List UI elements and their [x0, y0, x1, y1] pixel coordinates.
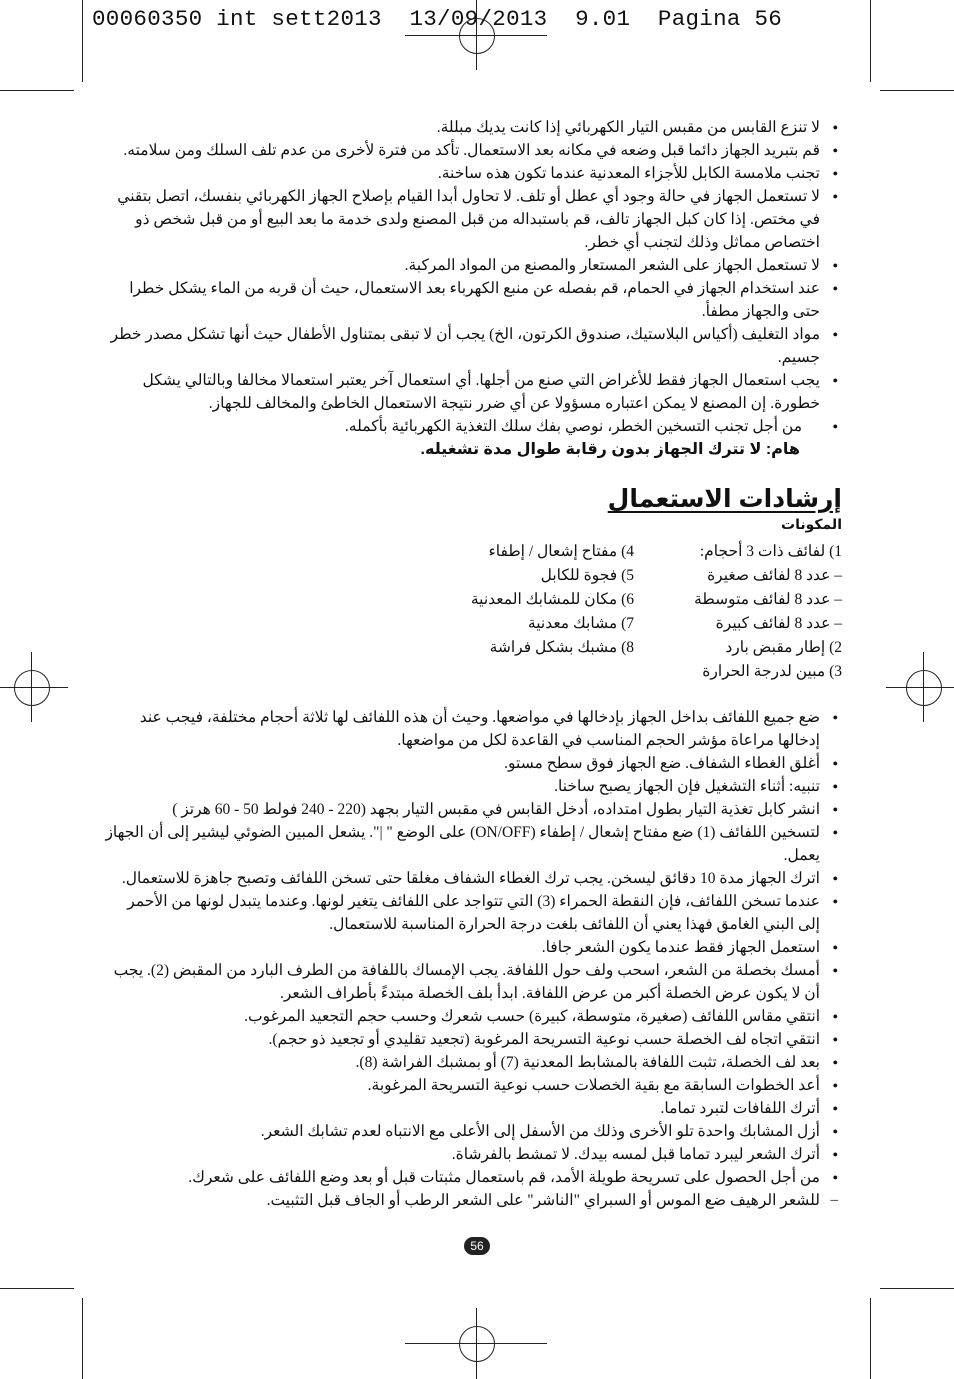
list-item: ● أترك الشعر ليبرد تماما قبل لمسه بيدك. لا تمشط بالفرشاة. — [102, 1143, 842, 1166]
instructions-list — [102, 706, 842, 1212]
section-title: إرشادات الاستعمال — [607, 485, 842, 513]
list-item: – عدد 8 لفائف كبيرة — [715, 615, 842, 632]
page-number: 56 — [464, 1237, 490, 1255]
list-item: ● عند استخدام الجهاز في الحمام، قم بفصله عن منبع الكهرباء بعد الاستعمال، حيث أن قربه من الماء يشكل خطرا حتى والجهاز مطفأ. — [102, 277, 842, 323]
print-slug: 00060350 int sett2013 13/09/2013 9.01 Pagina 56 — [92, 6, 783, 32]
list-item: 2) إطار مقبض بارد — [725, 639, 842, 656]
list-item: ● أغلق الغطاء الشفاف. ضع الجهاز فوق سطح مستو. — [102, 752, 842, 775]
list-item: ● اترك الجهاز مدة 10 دقائق ليسخن. يجب ترك الغطاء الشفاف مغلقا حتى تسخن اللفائف وتصبح جاهزة للاستعمال. — [102, 867, 842, 890]
list-item: – للشعر الرهيف ضع الموس أو السبراي "الناشر" على الشعر الرطب أو الجاف قبل التثبيت. — [102, 1189, 842, 1212]
list-item: ● انشر كابل تغذية التيار بطول امتداده، أدخل القابس في مقبس التيار بجهد (220 - 240 فولط 50 - 60 هرتز ) — [102, 798, 842, 821]
registration-target-bottom — [459, 1326, 495, 1362]
list-item: ● لا تستعمل الجهاز على الشعر المستعار والمصنع من المواد المركبة. — [102, 254, 842, 277]
list-item: ● لا تنزع القابس من مقبس التيار الكهربائي إذا كانت يديك مبللة. — [102, 116, 842, 139]
crop-mark — [82, 0, 83, 82]
safety-block — [102, 116, 842, 461]
list-item: ● لتسخين اللفائف (1) ضع مفتاح إشعال / إطفاء (ON/OFF) على الوضع " |". يشعل المبين الضوئي ليشير إلى أن الجهاز يعمل. — [102, 821, 842, 867]
list-item: – عدد 8 لفائف صغيرة — [707, 567, 842, 584]
crop-mark — [870, 0, 871, 82]
list-item: ● انتقي اتجاه لف الخصلة حسب نوعية التسريحة المرغوبة (تجعيد تقليدي أو تجعيد ذو حجم). — [102, 1028, 842, 1051]
registration-target-bottom — [405, 1343, 547, 1344]
list-item: ● انتقي مقاس اللفائف (صغيرة، متوسطة، كبيرة) حسب شعرك وحسب حجم التجعيد المرغوب. — [102, 1005, 842, 1028]
components-title: المكونات — [781, 516, 842, 532]
components-left — [394, 540, 634, 660]
list-item: 4) مفتاح إشعال / إطفاء — [488, 543, 634, 560]
list-item: 6) مكان للمشابك المعدنية — [470, 591, 634, 608]
components-right — [642, 540, 842, 684]
list-item: 5) فجوة للكابل — [540, 567, 634, 584]
list-item: ● قم بتبريد الجهاز دائما قبل وضعه في مكانه بعد الاستعمال. تأكد من فترة لأخرى من عدم تلف السلك ومن سلامته. — [102, 139, 842, 162]
crop-mark — [0, 1288, 74, 1289]
list-item: ● يجب استعمال الجهاز فقط للأغراض التي صنع من أجلها. أي استعمال آخر يعتبر استعمالا مخالفا وبالتالي يشكل خطورة. إن المصنع لا يمكن اعتباره مسؤولا عن أي ضرر نتيجة الاستعمال الخاطئ والمخالف للجهاز. — [102, 369, 842, 415]
list-item: ● أعد الخطوات السابقة مع بقية الخصلات حسب نوعية التسريحة المرغوبة. — [102, 1074, 842, 1097]
list-item: ● أترك اللفافات لتبرد تماما. — [102, 1097, 842, 1120]
list-item: ● تجنب ملامسة الكابل للأجزاء المعدنية عندما تكون هذه ساخنة. — [102, 162, 842, 185]
list-item: 3) مبين لدرجة الحرارة — [702, 663, 842, 680]
list-item: ● ضع جميع اللفائف بداخل الجهاز بإدخالها في مواضعها. وحيث أن هذه اللفائف لها ثلاثة أحجام مختلفة، فيجب عند إدخالها مراعاة مؤشر الحجم المناسب في القاعدة لكل من مواضعها. — [102, 706, 842, 752]
list-item: ● بعد لف الخصلة، تثبت اللفافة بالمشابط المعدنية (7) أو بمشبك الفراشة (8). — [102, 1051, 842, 1074]
crop-mark — [82, 1298, 83, 1379]
instructions-block — [102, 706, 842, 1212]
crop-mark — [880, 1288, 954, 1289]
list-item: ● لا تستعمل الجهاز في حالة وجود أي عطل أو تلف. لا تحاول أبدا القيام بإصلاح الجهاز الكهربائي بنفسك، اتصل بتقني في مختص. إذا كان كبل الجهاز تالف، قم باستبداله من قبل المصنع ولدى خدمة ما بعد البيع أو من قبل شخص ذو اختصاص مماثل وذلك لتجنب أي خطر. — [102, 185, 842, 254]
list-item: ● أمسك بخصلة من الشعر، اسحب ولف حول اللفافة. يجب الإمساك باللفافة من الطرف البارد من المقبض (2). يجب أن لا يكون عرض الخصلة أكبر من عرض اللفافة. ابدأ بلف الخصلة مبتدءً بأطراف الشعر. — [102, 959, 842, 1005]
crop-mark — [880, 90, 954, 91]
list-item: 7) مشابك معدنية — [527, 615, 634, 632]
list-item: ● أزل المشابك واحدة تلو الأخرى وذلك من الأسفل إلى الأعلى مع الانتباه لعدم تشابك الشعر. — [102, 1120, 842, 1143]
important-note: هام: لا تترك الجهاز بدون رقابة طوال مدة تشغيله. — [420, 441, 800, 458]
list-item: ● استعمل الجهاز فقط عندما يكون الشعر جافا. — [102, 936, 842, 959]
list-item: ● من أجل الحصول على تسريحة طويلة الأمد، قم باستعمال مثبتات قبل أو بعد وضع اللفائف على شعرك. — [102, 1166, 842, 1189]
registration-target-right — [886, 687, 954, 688]
crop-mark — [870, 1298, 871, 1379]
list-item: ● تنبيه: أثناء التشغيل فإن الجهاز يصبح ساخنا. — [102, 775, 842, 798]
registration-target-left — [0, 687, 68, 688]
list-item: – عدد 8 لفائف متوسطة — [694, 591, 842, 608]
safety-list — [102, 116, 842, 438]
registration-target-top — [405, 35, 547, 36]
crop-mark — [0, 90, 74, 91]
registration-target-left — [14, 670, 50, 706]
list-item: ● من أجل تجنب التسخين الخطر، نوصي بفك سلك التغذية الكهربائية بأكمله. — [102, 415, 842, 438]
list-item: ● عندما تسخن اللفائف، فإن النقطة الحمراء (3) التي تتواجد على اللفائف يتغير لونها. وعندما يتبدل لونها من الأحمر إلى البني الغامق فهذا يعني أن اللفائف بلغت درجة الحرارة المناسبة للاستعمال. — [102, 890, 842, 936]
registration-target-right — [906, 670, 942, 706]
list-item: ● مواد التغليف (أكياس البلاستيك، صندوق الكرتون، الخ) يجب أن لا تبقى بمتناول الأطفال حيث أنها تشكل مصدر خطر جسيم. — [102, 323, 842, 369]
list-item: 8) مشبك بشكل فراشة — [489, 639, 634, 656]
list-item: 1) لفائف ذات 3 أحجام: — [699, 543, 842, 560]
